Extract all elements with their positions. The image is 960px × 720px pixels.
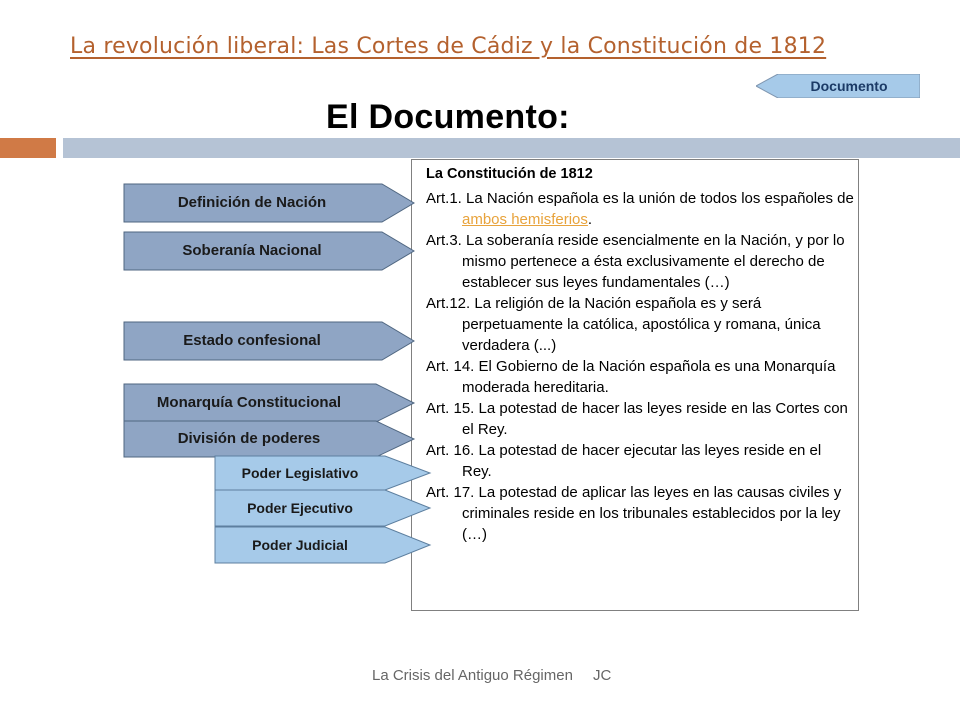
footer-course: La Crisis del Antiguo Régimen	[372, 667, 573, 684]
article-16: Art. 16. La potestad de hacer ejecutar las leyes reside en el Rey.	[426, 442, 822, 480]
tag-monarquia-constitucional[interactable]	[124, 384, 414, 422]
tag-label: Poder Legislativo	[241, 465, 359, 481]
article-17: Art. 17. La potestad de aplicar las leyes en las causas civiles y criminales reside en los tribunales establecidos por la ley (…)	[426, 484, 842, 543]
tag-soberania-nacional[interactable]	[124, 232, 414, 270]
tag-poder-legislativo[interactable]	[215, 456, 430, 490]
page-title: El Documento:	[326, 98, 570, 136]
title-divider-accent	[0, 138, 56, 158]
presentation-title-link[interactable]: La revolución liberal: Las Cortes de Cádiz y la Constitución de 1812	[70, 34, 827, 59]
title-divider-bar	[63, 138, 960, 158]
article-1: Art.1. La Nación española es la unión de todos los españoles de ambos hemisferios.	[426, 190, 854, 228]
article-3: Art.3. La soberanía reside esencialmente en la Nación, y por lo mismo pertenece a ésta exclusivamente el derecho de establecer sus leyes fundamentales (…)	[426, 232, 845, 291]
documento-nav-button[interactable]	[756, 74, 920, 98]
tag-estado-confesional[interactable]	[124, 322, 414, 360]
tag-label: Poder Judicial	[252, 537, 348, 553]
tag-label: División de poderes	[177, 430, 321, 447]
documento-nav-label: Documento	[810, 78, 888, 94]
constitution-text-box	[411, 159, 859, 611]
tag-label: Monarquía Constitucional	[156, 394, 342, 411]
tag-definicion-nacion[interactable]	[124, 184, 414, 222]
tag-poder-ejecutivo[interactable]	[215, 490, 430, 526]
footer-author: JC	[592, 667, 612, 684]
ambos-hemisferios-link[interactable]: ambos hemisferios	[462, 211, 588, 228]
article-list	[426, 188, 854, 545]
tag-label: Poder Ejecutivo	[247, 500, 353, 516]
tag-label: Soberanía Nacional	[182, 242, 322, 259]
article-15: Art. 15. La potestad de hacer las leyes reside en las Cortes con el Rey.	[426, 400, 848, 438]
tag-division-poderes[interactable]	[124, 421, 414, 457]
article-14: Art. 14. El Gobierno de la Nación española es una Monarquía moderada hereditaria.	[426, 358, 836, 396]
tag-poder-judicial[interactable]	[215, 527, 430, 563]
tag-label: Definición de Nación	[177, 194, 327, 211]
document-heading: La Constitución de 1812	[426, 166, 593, 182]
article-12: Art.12. La religión de la Nación española es y será perpetuamente la católica, apostólica y romana, única verdadera (...)	[426, 295, 821, 354]
tag-label: Estado confesional	[183, 332, 321, 349]
slide-footer	[372, 667, 611, 684]
